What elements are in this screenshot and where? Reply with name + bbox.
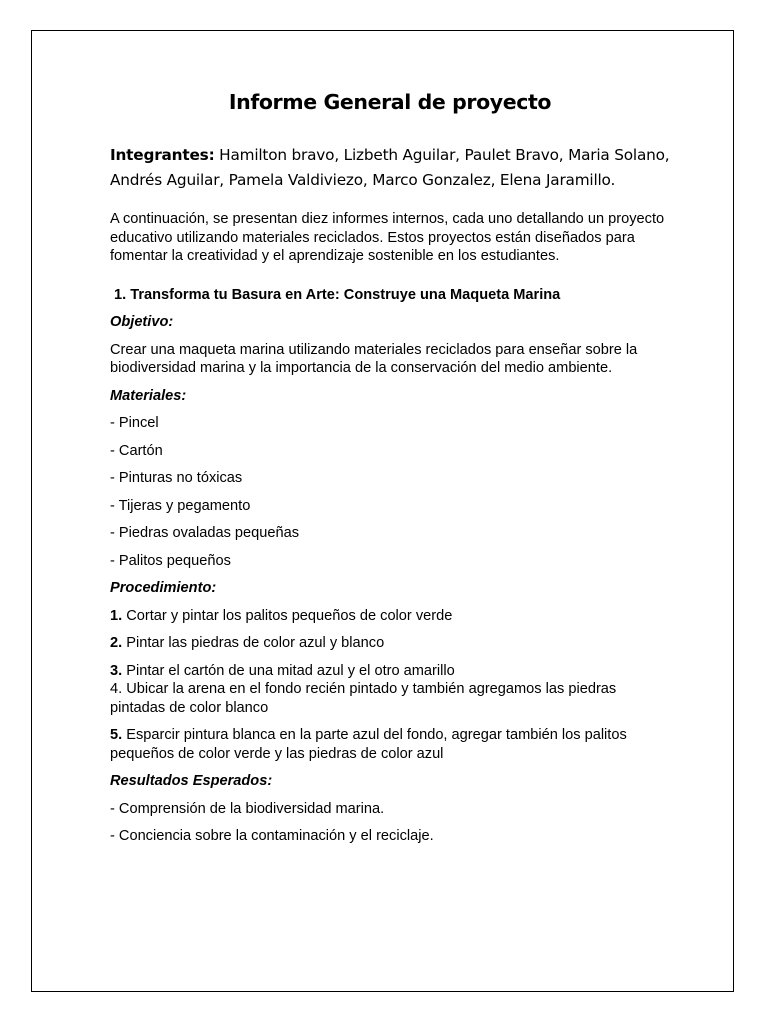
result-item: - Conciencia sobre la contaminación y el reciclaje.: [110, 828, 434, 844]
objective-text: Crear una maqueta marina utilizando materiales reciclados para enseñar sobre la biodiversidad marina y la importancia de la conservación del medio ambiente.: [110, 341, 638, 376]
materials-label: Materiales:: [110, 387, 187, 404]
result-item: - Comprensión de la biodiversidad marina.: [110, 800, 385, 817]
material-item: - Pincel: [110, 415, 159, 431]
procedure-step: [110, 662, 670, 681]
procedure-step: [110, 607, 670, 626]
material-item: - Piedras ovaladas pequeñas: [110, 525, 300, 541]
material-item: - Pinturas no tóxicas: [110, 470, 243, 486]
step-text: Pintar el cartón de una mitad azul y el otro amarillo: [122, 662, 455, 679]
team-members-list: Hamilton bravo, Lizbeth Aguilar, Paulet Bravo, Maria Solano, Andrés Aguilar, Pamela Valdiviezo, Marco Gonzalez, Elena Jaramillo.: [110, 146, 670, 189]
page-title: Informe General de proyecto: [228, 90, 552, 114]
procedure-step: [110, 634, 670, 653]
material-item: - Palitos pequeños: [110, 552, 231, 569]
intro-paragraph: A continuación, se presentan diez informes internos, cada uno detallando un proyecto educativo utilizando materiales reciclados. Estos proyectos están diseñados para fomentar la creatividad y el aprendizaje sostenible en los estudiantes.: [110, 211, 665, 264]
results-label: Resultados Esperados:: [110, 773, 273, 789]
material-item: - Cartón: [110, 442, 163, 459]
step-text: Esparcir pintura blanca en la parte azul del fondo, agregar también los palitos pequeños de color verde y las piedras de color azul: [110, 727, 627, 762]
document-page: [31, 30, 734, 992]
step-text: Pintar las piedras de color azul y blanco: [122, 635, 385, 651]
step-number: 5.: [110, 727, 123, 743]
team-members: [110, 143, 670, 192]
step-number: 2.: [110, 635, 123, 651]
procedure-label: Procedimiento:: [110, 580, 217, 596]
step-text: Cortar y pintar los palitos pequeños de color verde: [122, 607, 453, 624]
step-text: 4. Ubicar la arena en el fondo recién pintado y también agregamos las piedras pintadas de color blanco: [110, 681, 617, 716]
objective-label: Objetivo:: [110, 314, 174, 330]
procedure-step: [110, 680, 670, 717]
step-number: 1.: [110, 607, 123, 624]
document-content: [110, 87, 670, 855]
project-title: 1. Transforma tu Basura en Arte: Construye una Maqueta Marina: [114, 286, 561, 303]
procedure-step: [110, 726, 670, 763]
material-item: - Tijeras y pegamento: [110, 497, 251, 514]
step-number: 3.: [110, 662, 123, 679]
team-members-label: Integrantes:: [110, 146, 215, 164]
